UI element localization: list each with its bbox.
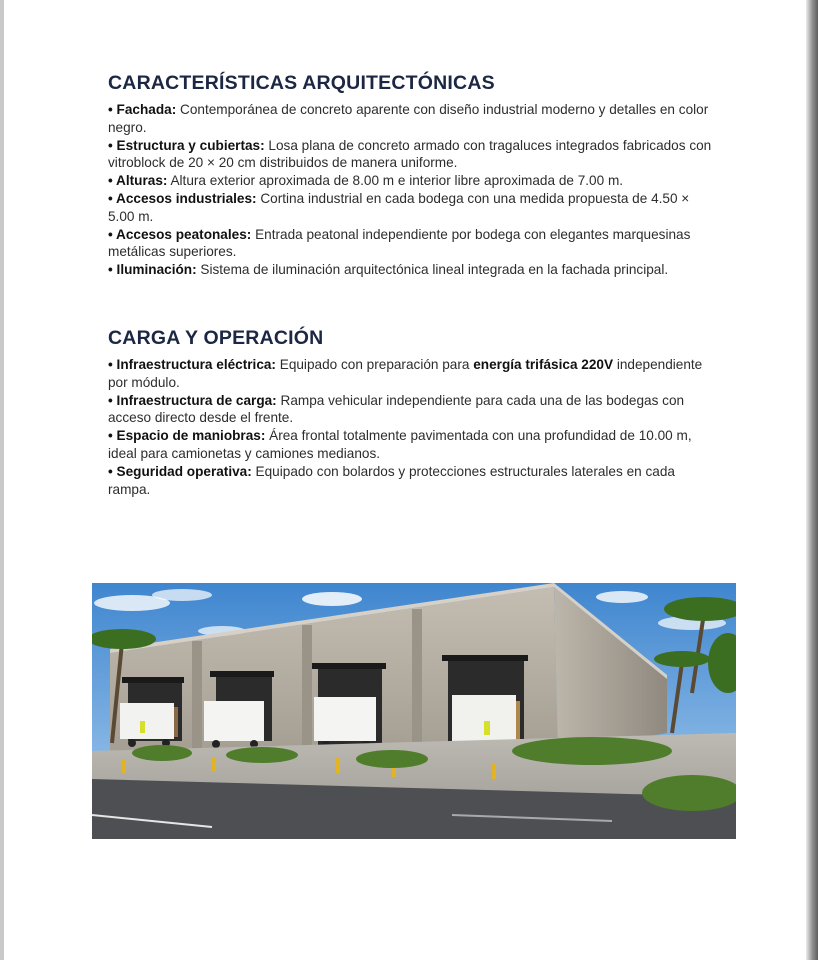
- section-title: CARGA Y OPERACIÓN: [108, 327, 324, 349]
- list-item: • Infraestructura de carga: Rampa vehicular independiente para cada una de las bodegas con acceso directo desde el frente.: [108, 392, 685, 426]
- page-edge-shadow: [806, 0, 818, 960]
- section-architectural: [108, 72, 714, 279]
- list-item: • Accesos industriales: Cortina industrial en cada bodega con una medida propuesta de 4.50 × 5.00 m.: [108, 190, 690, 224]
- section-loading-operation: [108, 327, 714, 498]
- list-item: • Iluminación: Sistema de iluminación arquitectónica lineal integrada en la fachada principal.: [108, 262, 669, 278]
- list-item: • Espacio de maniobras: Área frontal totalmente pavimentada con una profundidad de 10.00 m, ideal para camionetas y camiones medianos.: [108, 428, 692, 461]
- list-item: • Infraestructura eléctrica: Equipado con preparación para energía trifásica 220V independiente por módulo.: [108, 357, 703, 390]
- list-item: • Seguridad operativa: Equipado con bolardos y protecciones estructurales laterales en cada rampa.: [108, 463, 675, 497]
- warehouse-rendering-image: [92, 583, 736, 839]
- document-page: [4, 0, 806, 960]
- list-item: • Accesos peatonales: Entrada peatonal independiente por bodega con elegantes marquesinas metálicas superiores.: [108, 226, 691, 260]
- list-item: • Estructura y cubiertas: Losa plana de concreto armado con tragaluces integrados fabricados con vitroblock de 20 × 20 cm distribuidos de manera uniforme.: [108, 137, 712, 171]
- list-item: • Alturas: Altura exterior aproximada de 8.00 m e interior libre aproximada de 7.00 m.: [108, 173, 624, 189]
- list-item: • Fachada: Contemporánea de concreto aparente con diseño industrial moderno y detalles en color negro.: [108, 102, 709, 135]
- section-title: CARACTERÍSTICAS ARQUITECTÓNICAS: [108, 72, 495, 94]
